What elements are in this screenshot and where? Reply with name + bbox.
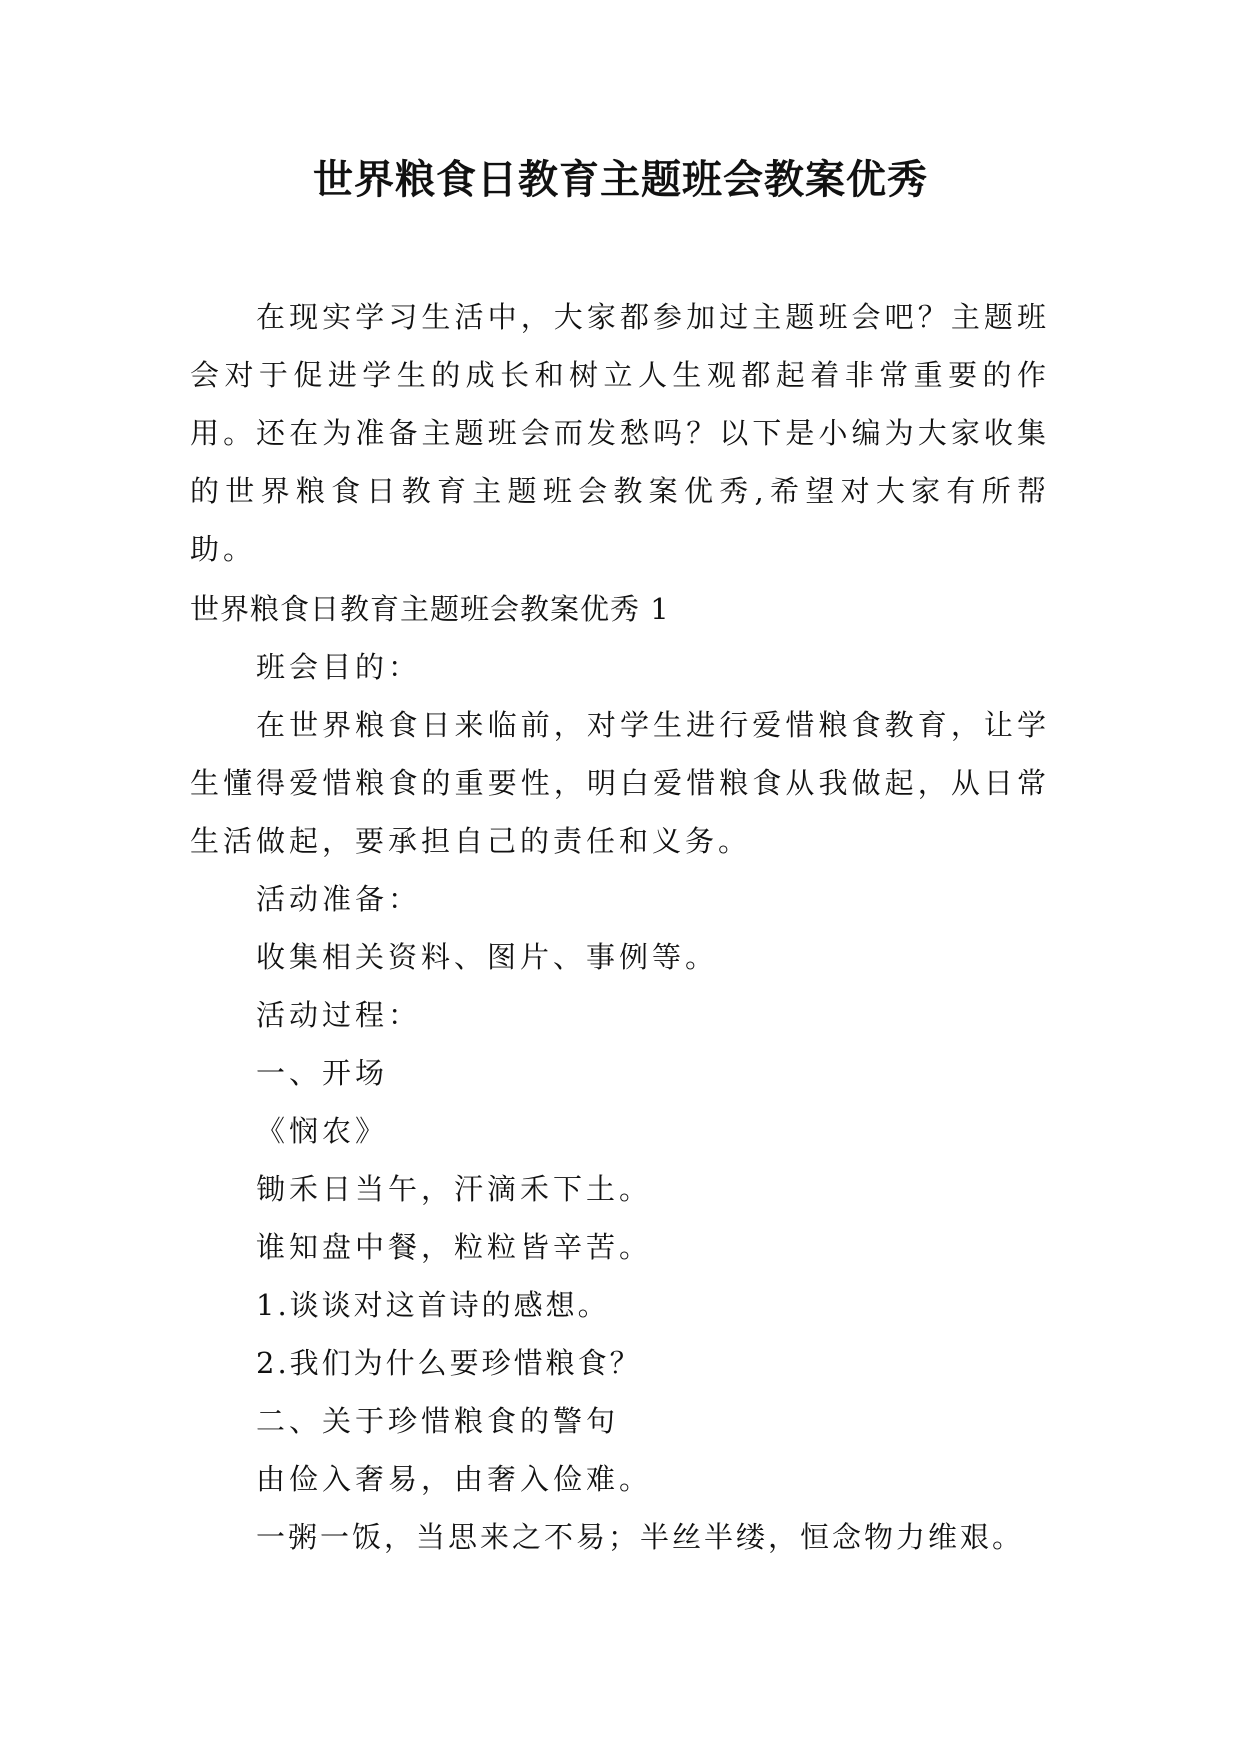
section-heading: 世界粮食日教育主题班会教案优秀 1 (190, 592, 670, 626)
quote-line: 由俭入奢易，由奢入俭难。 (256, 1462, 653, 1496)
poem-line: 谁知盘中餐，粒粒皆辛苦。 (256, 1230, 653, 1264)
part-one-heading: 一、开场 (256, 1056, 389, 1090)
quote-line: 一粥一饭，当思来之不易；半丝半缕，恒念物力维艰。 (256, 1520, 1025, 1554)
process-label: 活动过程： (256, 998, 422, 1032)
poem-line: 锄禾日当午，汗滴禾下土。 (256, 1172, 653, 1206)
intro-paragraph: 在现实学习生活中，大家都参加过主题班会吧？主题班会对于促进学生的成长和树立人生观都起着非常重要的作用。还在为准备主题班会而发愁吗？以下是小编为大家收集的世界粮食日教育主题班会教案优秀,希望对大家有所帮助。 (190, 300, 1050, 566)
preparation-label: 活动准备： (256, 882, 422, 916)
purpose-label: 班会目的： (256, 650, 422, 684)
section-body (190, 638, 1050, 1566)
part-two-heading: 二、关于珍惜粮食的警句 (256, 1404, 620, 1438)
question-item: 2.我们为什么要珍惜粮食？ (256, 1346, 642, 1380)
preparation-text: 收集相关资料、图片、事例等。 (256, 940, 719, 974)
purpose-paragraph: 在世界粮食日来临前，对学生进行爱惜粮食教育，让学生懂得爱惜粮食的重要性，明白爱惜粮食从我做起，从日常生活做起，要承担自己的责任和义务。 (190, 708, 1050, 858)
poem-title: 《悯农》 (256, 1114, 389, 1148)
document-title: 世界粮食日教育主题班会教案优秀 (313, 157, 928, 203)
question-item: 1.谈谈对这首诗的感想。 (256, 1288, 610, 1322)
